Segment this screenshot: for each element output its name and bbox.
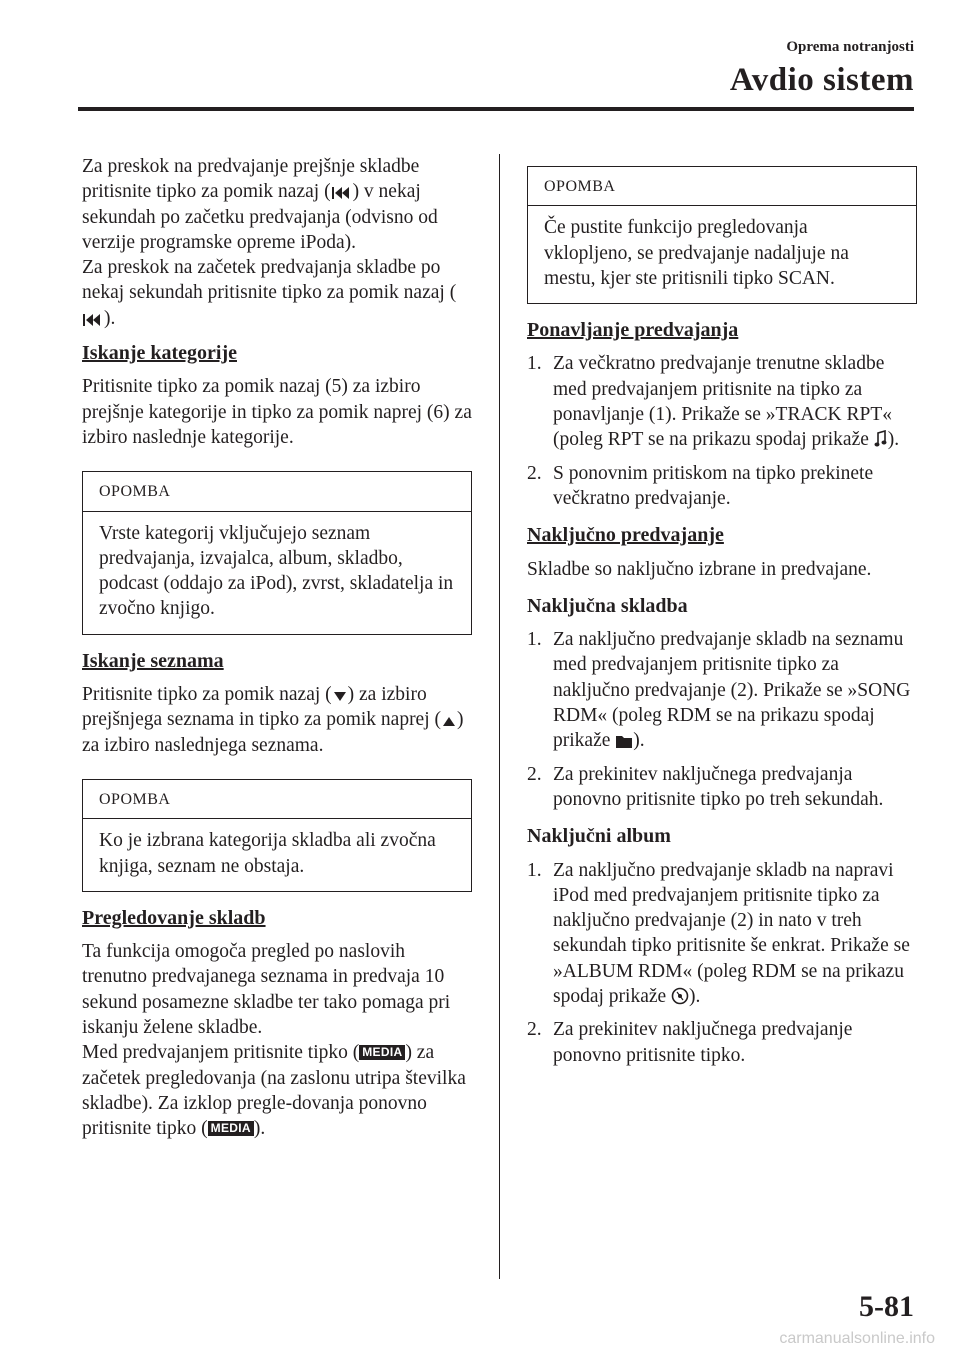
note-heading: OPOMBA	[83, 472, 471, 511]
folder-icon	[615, 733, 633, 749]
repeat-list	[527, 351, 917, 511]
note-heading: OPOMBA	[83, 780, 471, 819]
list-item: 1. Za naključno predvajanje skladb na seznamu med predvajanjem pritisnite tipko za naključno predvajanje (2). Prikaže se »SONG RDM« (poleg RDM se na prikazu spodaj prikaže ).	[527, 629, 911, 752]
list-item: 2. Za prekinitev naključnega predvajanja ponovno pritisnite tipko po treh sekundah.	[527, 763, 884, 810]
intro-text-3: Za preskok na začetek predvajanja skladbe po nekaj sekundah pritisnite tipko za pomik nazaj (	[82, 257, 457, 304]
list-item: 2. S ponovnim pritiskom na tipko prekinete večkratno predvajanje.	[527, 462, 874, 509]
left-column	[82, 154, 472, 1142]
page-title: Avdio sistem	[729, 62, 914, 98]
list-item: 1. Za večkratno predvajanje trenutne skladbe med predvajanjem pritisnite na tipko za ponavljanje (1). Prikaže se »TRACK RPT« (poleg RPT se na prikazu spodaj prikaže ).	[527, 353, 900, 451]
list-item: 2. Za prekinitev naključnega predvajanje ponovno pritisnite tipko.	[527, 1019, 853, 1066]
page-number: 5-81	[859, 1290, 914, 1323]
footer-watermark: carmanualsonline.info	[779, 1330, 935, 1347]
repeat-heading: Ponavljanje predvajanja	[527, 319, 739, 342]
list-search-text: Pritisnite tipko za pomik nazaj ( ) za izbiro prejšnjega seznama in tipko za pomik naprej ( ) za izbiro naslednjega seznama.	[82, 684, 464, 756]
random-song-heading: Naključna skladba	[527, 594, 688, 617]
media-button-icon: MEDIA	[208, 1121, 254, 1136]
disc-icon	[671, 987, 689, 1005]
category-search-heading: Iskanje kategorije	[82, 342, 237, 365]
track-scan-text: Ta funkcija omogoča pregled po naslovih trenutno predvajanega seznama in predvaja 10 sekund posamezne skladbe ter tako pomaga pri iskanju želene skladbe. Med predvajanjem pritisnite tipko ( MEDIA ) za začetek pregledovanja (na zaslonu utripa številka skladbe). Za izklop pregle-dovanja ponovno pritisnite tipko ( MEDIA ).	[82, 941, 466, 1140]
right-column	[527, 166, 917, 1068]
category-search-text: Pritisnite tipko za pomik nazaj (5) za izbiro prejšnje kategorije in tipko za pomik naprej (6) za izbiro naslednje kategorije.	[82, 376, 472, 448]
list-item: 1. Za naključno predvajanje skladb na napravi iPod med predvajanjem pritisnite tipko za naključno predvajanje (2) in nato v treh sekundah tipko pritisnite še enkrat. Prikaže se »ALBUM RDM« (poleg RDM se na prikazu spodaj prikaže ).	[527, 859, 910, 1008]
note-box	[527, 166, 917, 304]
note-body: Ko je izbrana kategorija skladba ali zvočna knjiga, seznam ne obstaja.	[99, 830, 436, 877]
random-heading: Naključno predvajanje	[527, 524, 724, 547]
random-album-list	[527, 858, 917, 1068]
column-divider	[499, 154, 500, 1279]
skip-back-icon	[331, 186, 353, 200]
note-body: Če pustite funkcijo pregledovanja vklopljeno, se predvajanje nadaljuje na mestu, kjer ste pritisnili tipko SCAN.	[544, 217, 849, 289]
header-rule	[78, 107, 914, 111]
skip-back-icon	[82, 313, 104, 327]
music-note-icon	[874, 430, 888, 448]
random-song-list	[527, 627, 917, 812]
intro-paragraph	[82, 154, 472, 331]
random-album-heading: Naključni album	[527, 825, 671, 848]
note-heading: OPOMBA	[528, 167, 916, 206]
note-body: Vrste kategorij vključujejo seznam predvajanja, izvajalca, album, skladbo, podcast (oddajo za iPod), zvrst, skladatelja in zvočno knjigo.	[99, 522, 454, 620]
note-box	[82, 471, 472, 634]
section-header: Oprema notranjosti	[786, 39, 914, 55]
intro-text-4: ).	[104, 307, 116, 329]
down-triangle-icon	[332, 689, 348, 703]
random-text: Skladbe so naključno izbrane in predvajane.	[527, 558, 872, 580]
list-search-heading: Iskanje seznama	[82, 649, 224, 672]
note-box	[82, 779, 472, 892]
up-triangle-icon	[441, 714, 457, 728]
intro-text-1: Za preskok na predvajanje prejšnje skladbe pritisnite tipko za pomik nazaj (	[82, 156, 420, 203]
track-scan-heading: Pregledovanje skladb	[82, 906, 266, 929]
media-button-icon: MEDIA	[359, 1045, 405, 1060]
intro-text-2: ) v nekaj sekundah po začetku predvajanja (odvisno od verzije programske opreme iPoda).	[82, 181, 438, 253]
